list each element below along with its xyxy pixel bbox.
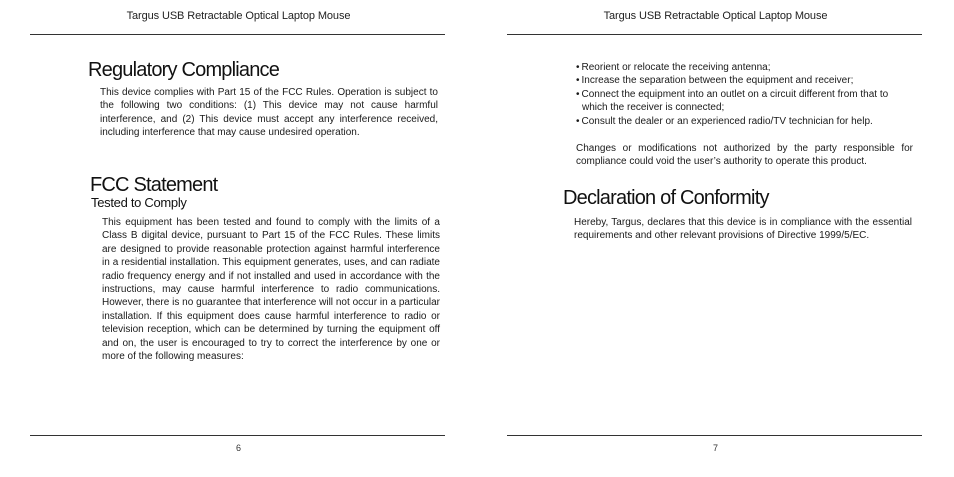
page-number: 7 [712,443,718,453]
footer-rule [507,435,922,436]
running-header: Targus USB Retractable Optical Laptop Mouse [126,10,351,22]
right-page [477,0,954,477]
measure-item: • Consult the dealer or an experienced radio/TV technician for help. [576,115,913,128]
footer-rule [30,435,445,436]
fcc-statement-title: FCC Statement [90,174,218,196]
fcc-statement-body: This equipment has been tested and found to comply with the limits of a Class B digital device, pursuant to Part 15 of the FCC Rules. These limits are designed to provide reasonable protection against harmful interference in a residential installation. This equipment generates, uses, and can radiate radio frequency energy and if not installed and used in accordance with the instructions, may cause harmful interference to radio communications. However, there is no guarantee that interference will not occur in a particular installation. If this equipment does cause harmful interference to radio or television reception, which can be determined by turning the equipment off and on, the user is encouraged to try to correct the interference by one or more of the following measures: [102,217,440,363]
declaration-of-conformity-body: Hereby, Targus, declares that this device is in compliance with the essential requirements and other relevant provisions of Directive 1999/5/EC. [574,217,912,242]
interference-measures-list [576,61,913,128]
measure-item: • Reorient or relocate the receiving antenna; [576,61,913,74]
changes-note: Changes or modifications not authorized by the party responsible for compliance could void the user’s authority to operate this product. [576,143,913,168]
declaration-of-conformity-title: Declaration of Conformity [563,187,769,209]
header-rule [507,34,922,35]
regulatory-compliance-body: This device complies with Part 15 of the FCC Rules. Operation is subject to the following two conditions: (1) This device may not cause harmful interference, and (2) This device must accept any interference received, including interference that may cause undesired operation. [100,87,438,139]
tested-to-comply-subtitle: Tested to Comply [91,195,187,210]
regulatory-compliance-title: Regulatory Compliance [88,59,280,81]
measure-item: • Connect the equipment into an outlet on a circuit different from that to which the receiver is connected; [576,88,913,115]
measure-item: • Increase the separation between the equipment and receiver; [576,74,913,87]
page-number: 6 [235,443,241,453]
running-header: Targus USB Retractable Optical Laptop Mouse [603,10,828,22]
header-rule [30,34,445,35]
